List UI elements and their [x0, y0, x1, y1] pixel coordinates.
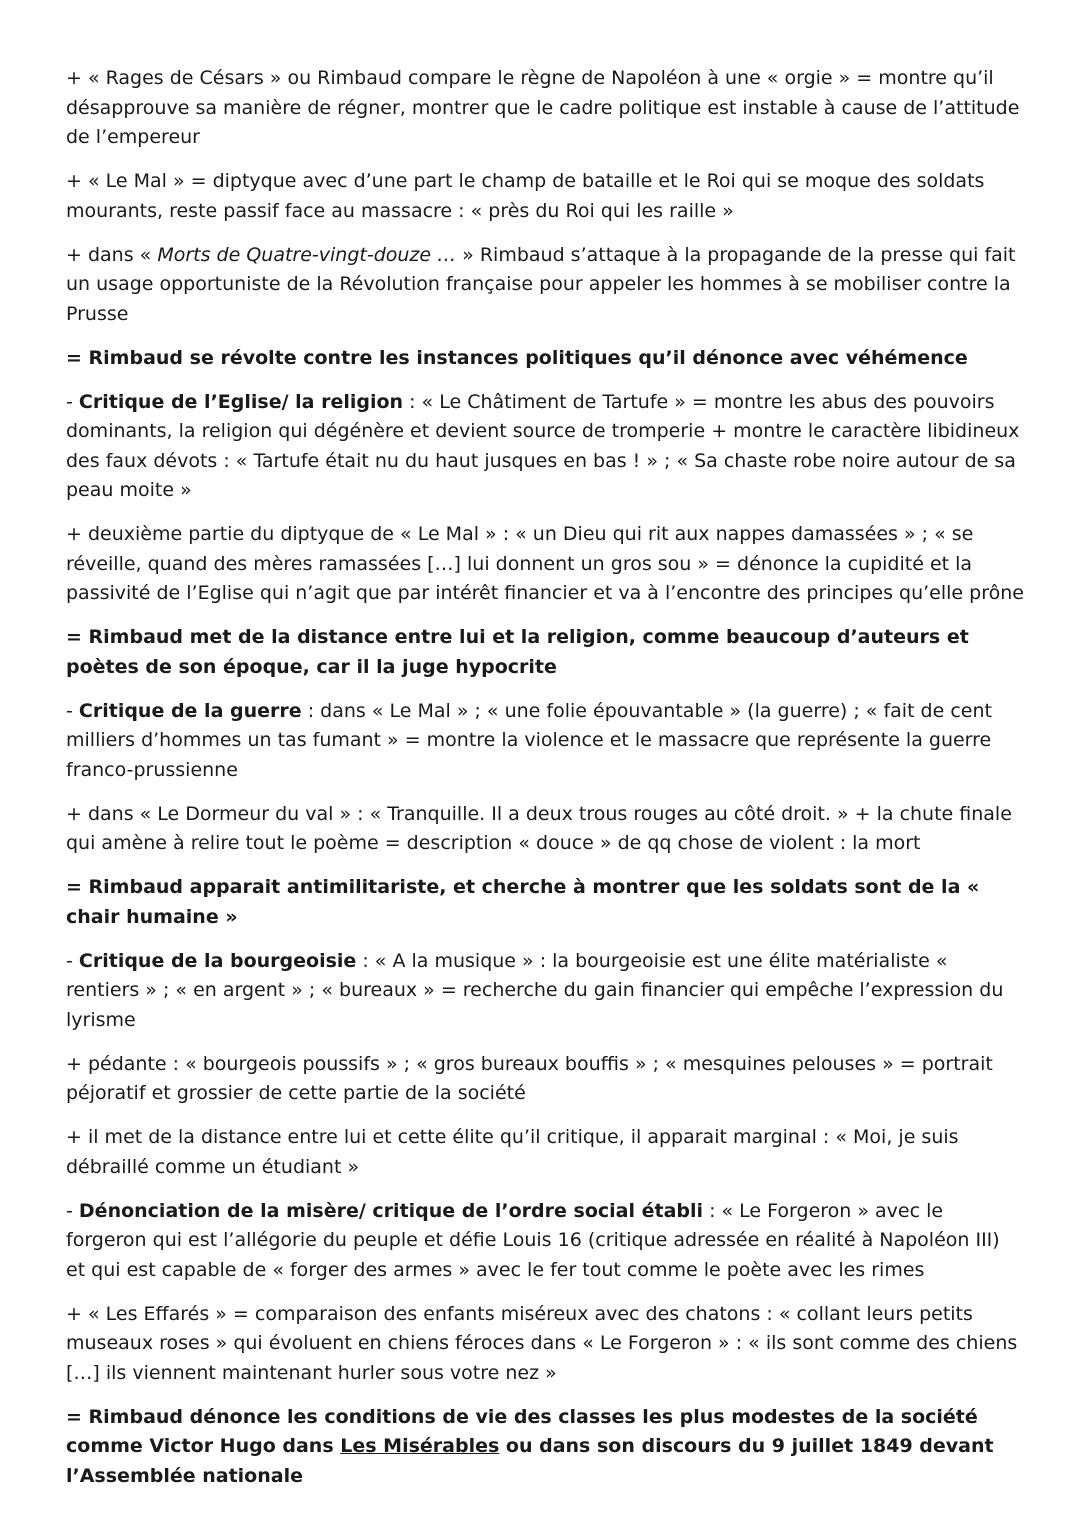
conclusion-paragraph — [66, 873, 1024, 932]
text-paragraph — [66, 947, 1024, 1036]
text-segment: - — [66, 390, 79, 413]
text-segment: - — [66, 949, 79, 972]
text-segment: : « A la musique » : la bourgeoisie est une élite matérialiste « rentiers » ; « en argent » ; « bureaux » = recherche du gain financier qui empêche l’expression du lyrisme — [66, 949, 1004, 1031]
text-segment: - — [66, 1199, 79, 1222]
text-paragraph — [66, 64, 1024, 153]
text-segment: + « Rages de Césars » ou Rimbaud compare le règne de Napoléon à une « orgie » = montre qu’il désapprouve sa manière de régner, montrer que le cadre politique est instable à cause de l’attitude de l’empereur — [66, 67, 1020, 148]
underlined-title: Les Misérables — [340, 1435, 500, 1457]
text-segment: + « Le Mal » = diptyque avec d’une part le champ de bataille et le Roi qui se moque des soldats mourants, reste passif face au massacre : « près du Roi qui les raille » — [66, 170, 985, 222]
text-paragraph — [66, 167, 1024, 226]
section-heading: Critique de la bourgeoisie — [78, 949, 357, 972]
text-segment: = Rimbaud dénonce les conditions de vie des classes les plus modestes de la société comme Victor Hugo dans — [66, 1405, 978, 1457]
conclusion-paragraph — [66, 623, 1024, 682]
conclusion-paragraph — [66, 1403, 1024, 1492]
text-paragraph — [66, 697, 1024, 786]
text-segment: + il met de la distance entre lui et cette élite qu’il critique, il apparait marginal : « Moi, je suis débraillé comme un étudiant » — [66, 1126, 959, 1178]
text-segment: - — [66, 699, 79, 722]
text-paragraph — [66, 1300, 1024, 1389]
conclusion-paragraph — [66, 344, 1024, 374]
text-paragraph — [66, 1050, 1024, 1109]
document-body — [66, 64, 1024, 1491]
section-heading: Dénonciation de la misère/ critique de l’ordre social établi — [78, 1199, 704, 1222]
text-segment: = Rimbaud met de la distance entre lui et la religion, comme beaucoup d’auteurs et poètes de son époque, car il la juge hypocrite — [66, 626, 969, 678]
text-segment: + dans « Le Dormeur du val » : « Tranquille. Il a deux trous rouges au côté droit. » + la chute finale qui amène à relire tout le poème = description « douce » de qq chose de violent : la mort — [66, 802, 1012, 854]
text-segment: + « Les Effarés » = comparaison des enfants miséreux avec des chatons : « collant leurs petits museaux roses » qui évoluent en chiens féroces dans « Le Forgeron » : « ils sont comme des chiens […] ils viennent maintenant hurler sous votre nez » — [66, 1302, 1018, 1384]
text-segment: : dans « Le Mal » ; « une folie épouvantable » (la guerre) ; « fait de cent milliers d’hommes un tas fumant » = montre la violence et le massacre que représente la guerre franco-prussienne — [66, 699, 992, 781]
text-segment: + dans « — [66, 243, 158, 266]
text-segment: ou dans son discours du 9 juillet 1849 devant l’Assemblée nationale — [66, 1435, 994, 1487]
text-segment: = Rimbaud apparait antimilitariste, et cherche à montrer que les soldats sont de la « chair humaine » — [66, 876, 980, 928]
text-paragraph — [66, 241, 1024, 330]
text-paragraph — [66, 520, 1024, 609]
text-paragraph — [66, 388, 1024, 506]
text-segment: + deuxième partie du diptyque de « Le Mal » : « un Dieu qui rit aux nappes damassées » ; « se réveille, quand des mères ramassées […] lui donnent un gros sou » = dénonce la cupidité et la passivité de l’Eglise qui n’agit que par intérêt financier et va à l’encontre des principes qu’elle prône — [66, 523, 1024, 604]
section-heading: Critique de la guerre — [78, 699, 302, 722]
italic-title: Morts de Quatre-vingt-douze … — [157, 243, 457, 266]
text-segment: : « Le Forgeron » avec le forgeron qui est l’allégorie du peuple et défie Louis 16 (critique adressée en réalité à Napoléon III) et qui est capable de « forger des armes » avec le fer tout comme le poète avec les rimes — [66, 1199, 1000, 1281]
text-segment: : « Le Châtiment de Tartufe » = montre les abus des pouvoirs dominants, la religion qui dégénère et devient source de tromperie + montre le caractère libidineux des faux dévots : « Tartufe était nu du haut jusques en bas ! » ; « Sa chaste robe noire autour de sa peau moite » — [66, 390, 1020, 501]
text-segment: » Rimbaud s’attaque à la propagande de la presse qui fait un usage opportuniste de la Révolution française pour appeler les hommes à se mobiliser contre la Prusse — [66, 243, 1016, 325]
text-segment: = Rimbaud se révolte contre les instances politiques qu’il dénonce avec véhémence — [66, 346, 968, 369]
text-segment: + pédante : « bourgeois poussifs » ; « gros bureaux bouffis » ; « mesquines pelouses » = portrait péjoratif et grossier de cette partie de la société — [66, 1052, 993, 1104]
section-heading: Critique de l’Eglise/ la religion — [78, 390, 404, 413]
text-paragraph — [66, 1123, 1024, 1182]
text-paragraph — [66, 800, 1024, 859]
text-paragraph — [66, 1197, 1024, 1286]
